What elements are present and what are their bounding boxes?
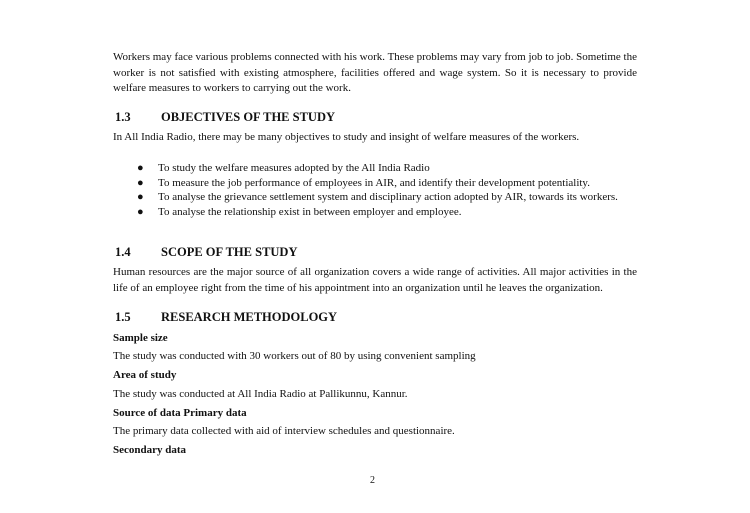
page-number: 2 — [370, 475, 375, 486]
scope-paragraph: Human resources are the major source of all organization covers a wide range of activities. All major activities in the life of an employee right from the time of his appointment into an organization until he leaves the organization. — [113, 266, 637, 294]
methodology-number: 1.5 — [115, 310, 131, 324]
scope-title: SCOPE OF THE STUDY — [161, 245, 298, 259]
objectives-heading — [113, 110, 637, 125]
objectives-list — [113, 162, 637, 219]
bullet-icon: ● — [137, 162, 144, 174]
bullet-icon: ● — [137, 176, 144, 189]
objectives-paragraph: In All India Radio, there may be many objectives to study and insight of welfare measures of the workers. — [113, 131, 580, 143]
objectives-title: OBJECTIVES OF THE STUDY — [161, 110, 336, 124]
intro-paragraph: Workers may face various problems connected with his work. These problems may vary from job to job. Sometime the worker is not satisfied with existing atmosphere, facilities offered and wage system. So it is necessary to provide welfare measures to workers to carrying out the work. — [113, 51, 637, 94]
scope-number: 1.4 — [115, 245, 131, 259]
area-heading: Area of study — [113, 369, 177, 381]
methodology-heading — [113, 310, 637, 325]
objectives-number: 1.3 — [115, 110, 131, 124]
secondary-heading: Secondary data — [113, 444, 187, 456]
list-item: ● To measure the job performance of employees in AIR, and identify their development potentiality. — [137, 176, 590, 189]
methodology-title: RESEARCH METHODOLOGY — [161, 310, 338, 324]
sample-size-heading: Sample size — [113, 332, 168, 344]
area-text: The study was conducted at All India Radio at Pallikunnu, Kannur. — [113, 388, 408, 400]
scope-heading — [113, 245, 637, 260]
list-item: ● To study the welfare measures adopted by the All India Radio — [137, 162, 430, 174]
list-item: ● To analyse the relationship exist in between employer and employee. — [137, 205, 462, 218]
bullet-icon: ● — [137, 191, 144, 203]
sample-size-text: The study was conducted with 30 workers out of 80 by using convenient sampling — [113, 350, 476, 362]
bullet-icon: ● — [137, 205, 144, 218]
source-text: The primary data collected with aid of interview schedules and questionnaire. — [113, 425, 455, 437]
list-item: ● To analyse the grievance settlement system and disciplinary action adopted by AIR, towards its workers. — [137, 191, 618, 203]
source-heading: Source of data Primary data — [113, 407, 247, 419]
